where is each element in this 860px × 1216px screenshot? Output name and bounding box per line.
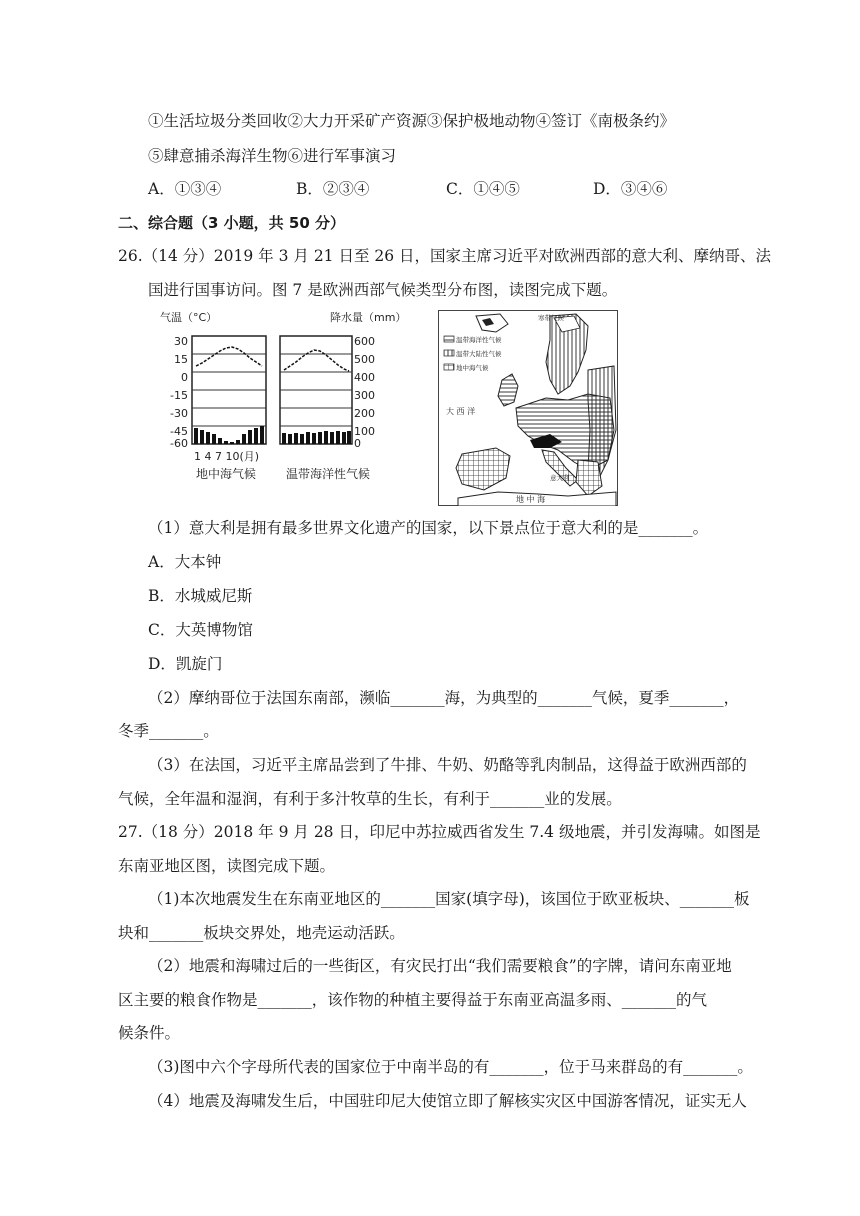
right-tick: 100 [354,425,375,438]
climate-charts-figure [158,308,428,486]
right-tick: 500 [354,353,375,366]
left-tick: -45 [170,425,188,438]
q27-sub3-line1: （3)图中六个字母所代表的国家位于中南半岛的有_______，位于马来群岛的有_______。 [148,1058,753,1076]
q26-intro-line2: 国进行国事访问。图 7 是欧洲西部气候类型分布图，读图完成下题。 [148,281,618,299]
q26-sub3-line1: （3）在法国，习近平主席品尝到了牛排、牛奶、奶酪等乳肉制品，这得益于欧洲西部的 [148,756,747,774]
q25-option-b: B．②③④ [296,180,370,198]
right-tick: 0 [354,437,361,450]
q27-sub2-line3: 候条件。 [118,1024,181,1042]
q25-option-c: C．①④⑤ [446,180,520,198]
q27-intro-line2: 东南亚地区图，读图完成下题。 [118,857,336,875]
q26-sub2-line1: （2）摩纳哥位于法国东南部，濒临_______海，为典型的_______气候，夏季_______， [148,689,740,707]
oceanic-precip-bars [282,431,351,444]
left-tick: -30 [170,407,188,420]
q25-option-a: A．①③④ [148,180,222,198]
legend-label-mediterranean: 地中海气候 [456,364,489,372]
left-tick: 0 [181,371,188,384]
q26-sub1-question: （1）意大利是拥有最多世界文化遗产的国家，以下景点位于意大利的是_______。 [148,519,709,537]
oceanic-temp-line [284,350,349,371]
q27-sub4-line1: （4）地震及海啸发生后，中国驻印尼大使馆立即了解核实灾区中国游客情况，证实无人 [148,1092,747,1110]
right-tick: 200 [354,407,375,420]
legend-continental-swatch [444,350,454,356]
q26-sub3-line2: 气候，全年温和湿润，有利于多汁牧草的生长，有利于_______业的发展。 [118,790,622,808]
mediterranean-temp-line [196,347,262,366]
legend-oceanic-swatch [444,336,454,342]
mediterranean-precip-bars [194,426,264,444]
q27-sub2-line1: （2）地震和海啸过后的一些街区，有灾民打出“我们需要粮食”的字牌，请问东南亚地 [148,957,732,975]
map-label-tundra: 寒带气候 [538,314,564,322]
left-tick: -60 [170,437,188,450]
left-ylabel: 气温（°C） [160,311,218,324]
section-title: 二、综合题（3 小题，共 50 分） [118,214,345,232]
q26-sub1-option-c: C．大英博物馆 [148,621,253,639]
map-label-sea: 地 中 海 [516,495,546,504]
map-label-italy: 意大利 [550,474,570,482]
legend-mediterranean-swatch [444,364,454,370]
right-tick: 300 [354,389,375,402]
q25-items-line2: ⑤肆意捕杀海洋生物⑥进行军事演习 [148,147,397,165]
right-tick: 600 [354,335,375,348]
x-axis-ticks: 1 4 7 10(月) [194,450,260,463]
caption-mediterranean: 地中海气候 [196,467,257,481]
right-tick: 400 [354,371,375,384]
q25-option-d: D．③④⑥ [593,180,668,198]
left-tick: 15 [174,353,188,366]
map-label-ocean: 大 西 洋 [446,407,476,416]
q27-intro-line1: 27.（18 分）2018 年 9 月 28 日，印尼中苏拉威西省发生 7.4 级地震，并引发海啸。如图是 [118,823,761,841]
q26-sub1-option-a: A．大本钟 [148,553,222,571]
q26-sub2-line2: 冬季_______。 [118,722,219,740]
q26-sub1-option-b: B．水城威尼斯 [148,587,253,605]
left-tick: 30 [174,335,188,348]
q27-sub1-line2: 块和_______板块交界处，地壳运动活跃。 [118,924,405,942]
left-tick: -15 [170,389,188,402]
q25-items-line1: ①生活垃圾分类回收②大力开采矿产资源③保护极地动物④签订《南极条约》 [148,112,676,130]
legend-label-continental: 温带大陆性气候 [456,350,502,358]
right-ylabel: 降水量（mm） [330,311,407,324]
europe-climate-map [438,310,618,506]
q26-intro-line1: 26.（14 分）2019 年 3 月 21 日至 26 日，国家主席习近平对欧洲西部的意大利、摩纳哥、法 [118,247,772,265]
caption-oceanic: 温带海洋性气候 [286,467,371,481]
q27-sub1-line1: （1)本次地震发生在东南亚地区的_______国家(填字母)，该国位于欧亚板块、_______板 [148,890,750,908]
q27-sub2-line2: 区主要的粮食作物是_______，该作物的种植主要得益于东南亚高温多雨、_______的气 [118,991,708,1009]
q26-sub1-option-d: D．凯旋门 [148,655,223,673]
legend-label-oceanic: 温带海洋性气候 [456,336,502,344]
